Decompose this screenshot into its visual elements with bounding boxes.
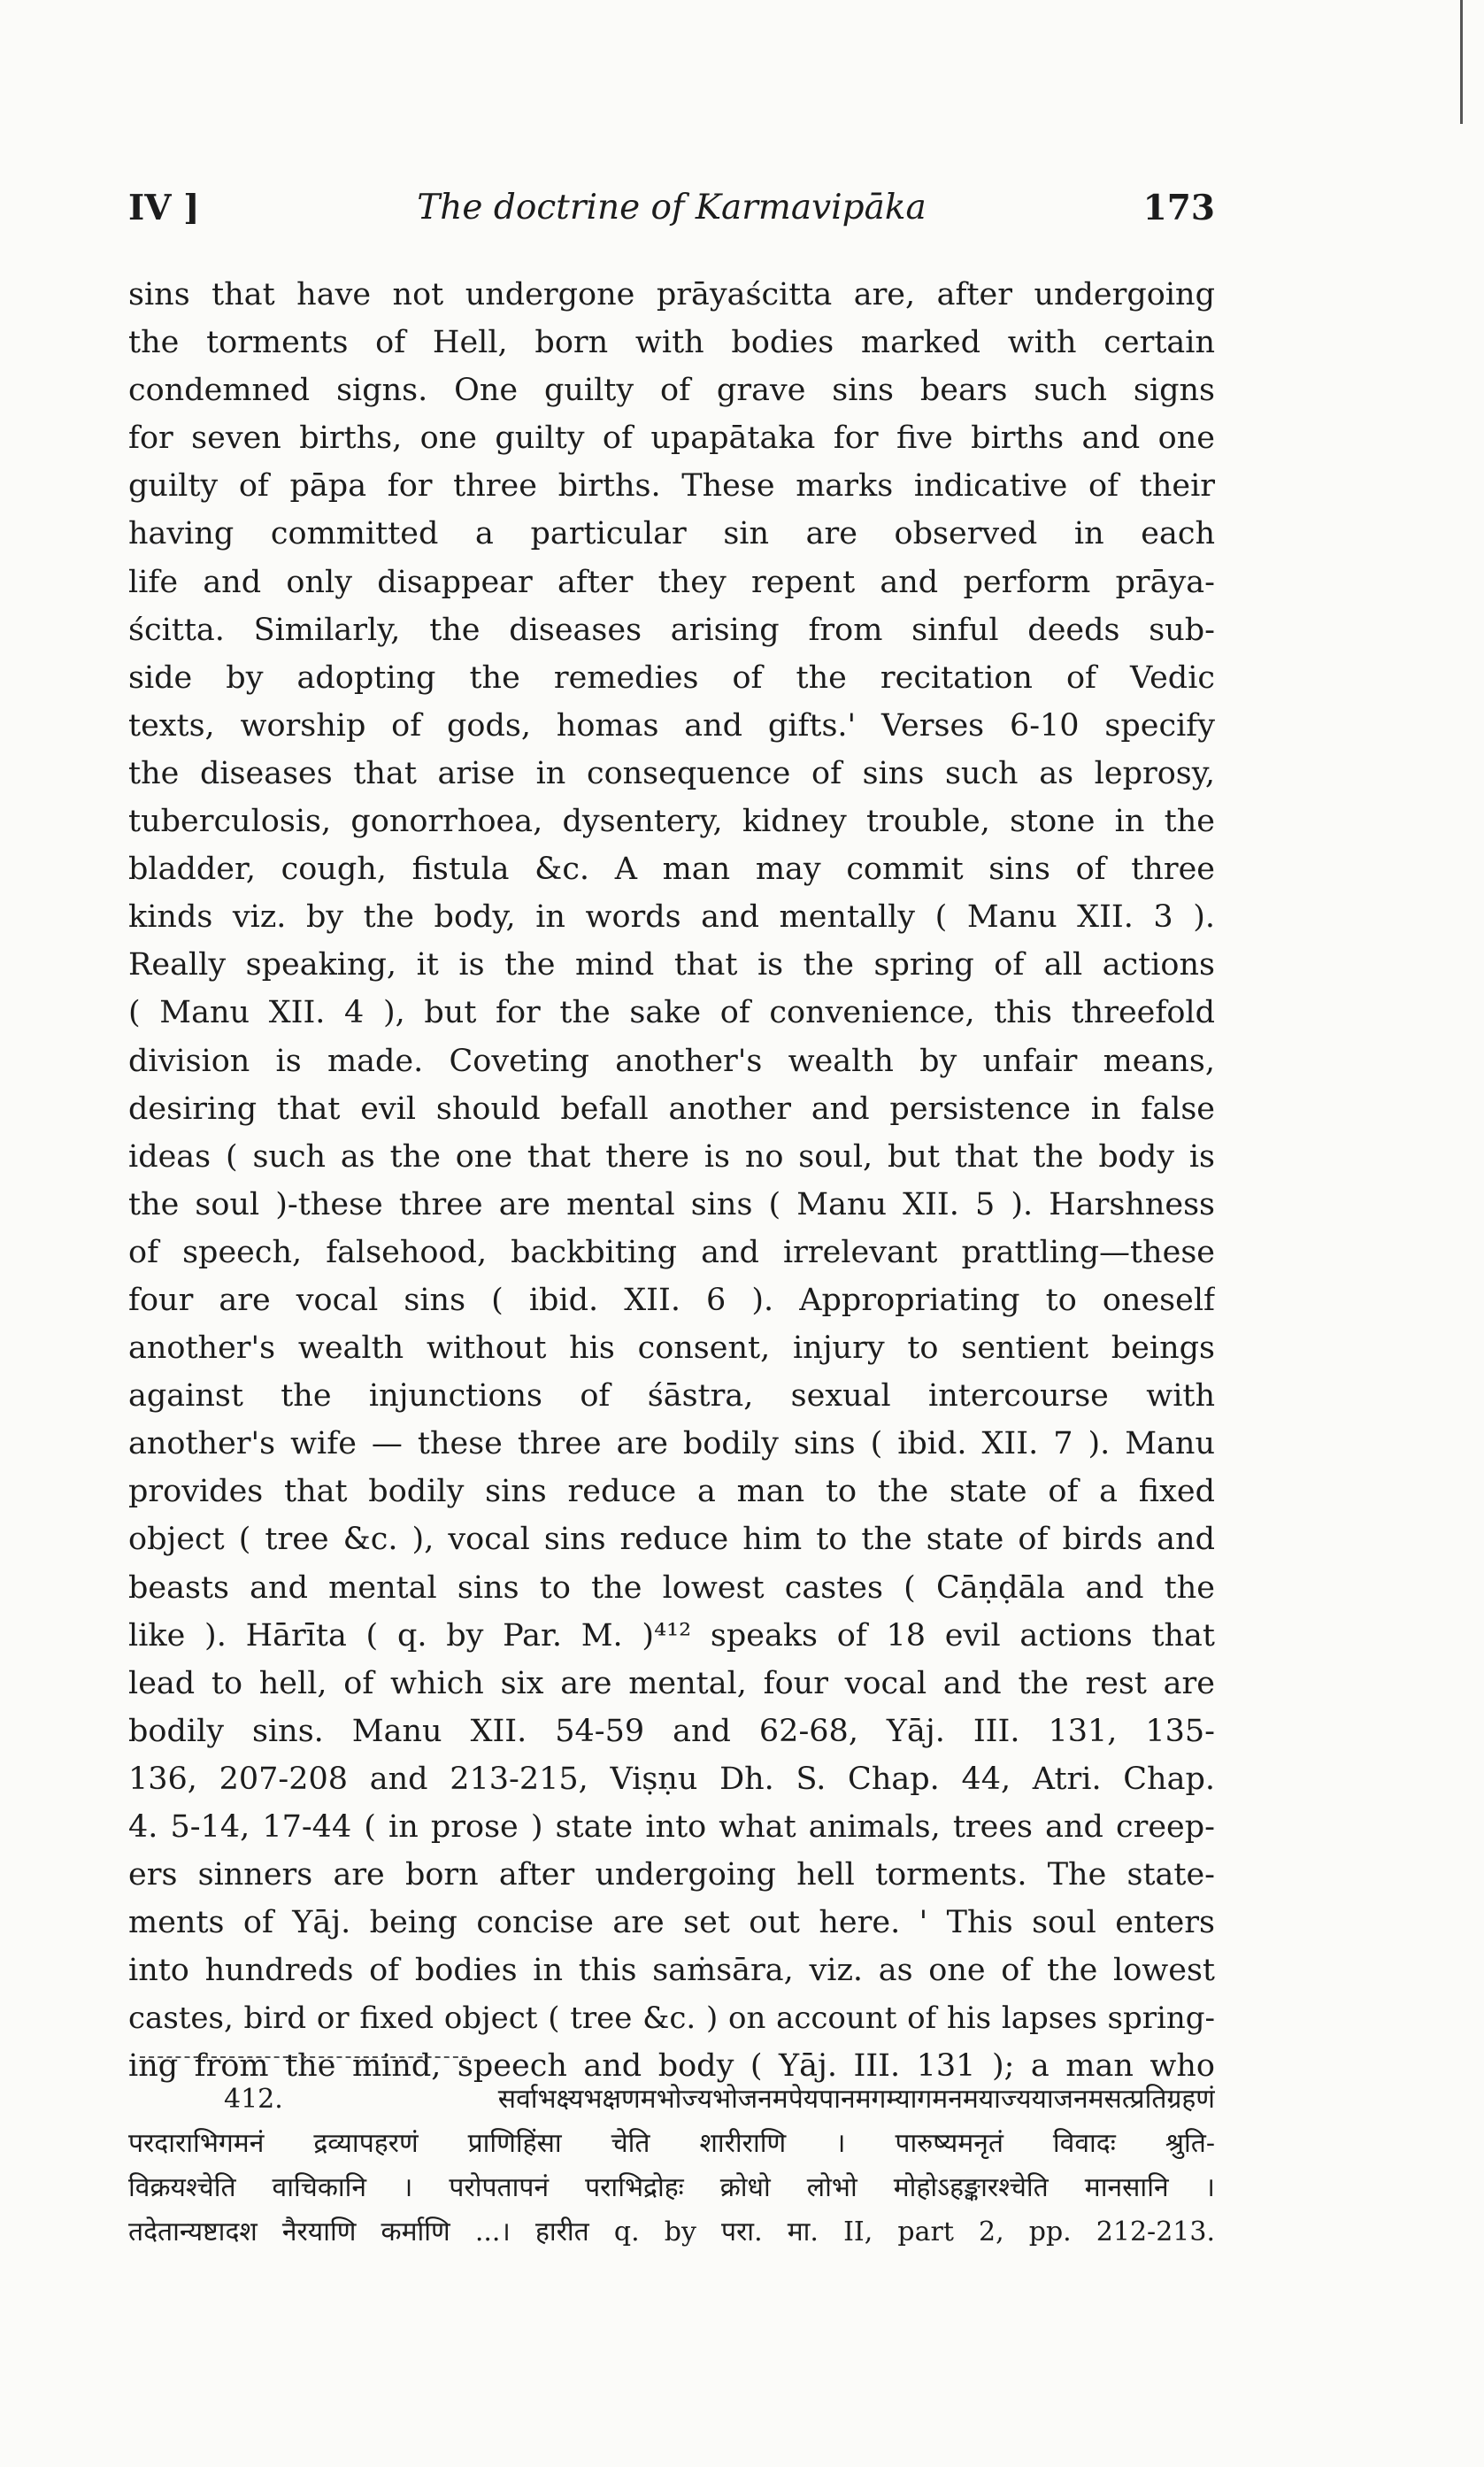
text-line: guilty of pāpa for three births. These marks indicative of their — [128, 468, 1215, 505]
text-line: another's wife — these three are bodily sins ( ibid. XII. 7 ). Manu — [128, 1426, 1215, 1462]
text-line: texts, worship of gods, homas and gifts.' Verses 6-10 specify — [128, 707, 1215, 744]
text-line: provides that bodily sins reduce a man to the state of a fixed — [128, 1474, 1215, 1510]
text-line: Really speaking, it is the mind that is the spring of all actions — [128, 947, 1215, 983]
text-line: ideas ( such as the one that there is no soul, but that the body is — [128, 1138, 1215, 1175]
text-line: the soul )-these three are mental sins ( Manu XII. 5 ). Harshness — [128, 1186, 1215, 1222]
text-line: for seven births, one guilty of upapātaka for five births and one — [128, 420, 1215, 457]
text-line: tuberculosis, gonorrhoea, dysentery, kidney trouble, stone in the — [128, 804, 1215, 840]
text-line: 4. 5-14, 17-44 ( in prose ) state into what animals, trees and creep- — [128, 1809, 1215, 1845]
text-line: castes, bird or fixed object ( tree &c. ) on account of his lapses spring- — [128, 2001, 1215, 2037]
text-line: into hundreds of bodies in this saṁsāra, viz. as one of the lowest — [128, 1953, 1215, 1989]
text-line: ments of Yāj. being concise are set out here. ' This soul enters — [128, 1905, 1215, 1941]
text-line: ( Manu XII. 4 ), but for the sake of convenience, this threefold — [128, 995, 1215, 1031]
text-line: object ( tree &c. ), vocal sins reduce him to the state of birds and — [128, 1522, 1215, 1558]
running-header — [128, 188, 1215, 232]
text-line: beasts and mental sins to the lowest castes ( Cāṇḍāla and the — [128, 1569, 1215, 1606]
text-line: 136, 207-208 and 213-215, Viṣṇu Dh. S. Chap. 44, Atri. Chap. — [128, 1761, 1215, 1797]
text-line: four are vocal sins ( ibid. XII. 6 ). Appropriating to oneself — [128, 1282, 1215, 1318]
text-line: division is made. Coveting another's wealth by unfair means, — [128, 1043, 1215, 1079]
footnote-line: तदेतान्यष्टादश नैरयाणि कर्माणि ...। हारीत q. by परा. मा. II, part 2, pp. 212-213. — [128, 2216, 1215, 2247]
text-line: like ). Hārīta ( q. by Par. M. )⁴¹² speaks of 18 evil actions that — [128, 1617, 1215, 1654]
text-line: having committed a particular sin are observed in each — [128, 516, 1215, 552]
text-line: ing from the mind, speech and body ( Yāj. III. 131 ); a man who — [128, 2048, 1215, 2085]
running-title: The doctrine of Karmavipāka — [417, 188, 927, 227]
text-line: side by adopting the remedies of the recitation of Vedic — [128, 659, 1215, 696]
body-text — [128, 271, 1215, 2091]
text-line: condemned signs. One guilty of grave sins bears such signs — [128, 373, 1215, 409]
page-edge-rule — [1460, 0, 1463, 124]
footnote-separator — [140, 2056, 467, 2058]
text-line: ers sinners are born after undergoing hell torments. The state- — [128, 1857, 1215, 1893]
chapter-marker: IV ] — [128, 188, 200, 228]
text-line: against the injunctions of śāstra, sexual intercourse with — [128, 1378, 1215, 1415]
text-line: life and only disappear after they repent and perform prāya- — [128, 564, 1215, 600]
text-line: of speech, falsehood, backbiting and irrelevant prattling—these — [128, 1234, 1215, 1270]
text-line: ścitta. Similarly, the diseases arising from sinful deeds sub- — [128, 612, 1215, 648]
footnote — [128, 2078, 1215, 2255]
text-line: lead to hell, of which six are mental, four vocal and the rest are — [128, 1665, 1215, 1701]
text-line: bodily sins. Manu XII. 54-59 and 62-68, Yāj. III. 131, 135- — [128, 1713, 1215, 1749]
text-line: desiring that evil should befall another and persistence in false — [128, 1091, 1215, 1127]
text-line: sins that have not undergone prāyaścitta are, after undergoing — [128, 277, 1215, 312]
page-number: 173 — [1142, 188, 1215, 228]
footnote-line: परदाराभिगमनं द्रव्यापहरणं प्राणिहिंसा चेति शारीराणि । पारुष्यमनृतं विवादः श्रुति- — [128, 2128, 1215, 2159]
footnote-line: 412. सर्वाभक्ष्यभक्षणमभोज्यभोजनमपेयपानमगम्यागमनमयाज्ययाजनमसत्प्रतिग्रहणं — [224, 2084, 1215, 2115]
text-line: kinds viz. by the body, in words and mentally ( Manu XII. 3 ). — [128, 899, 1215, 936]
text-line: the diseases that arise in consequence of sins such as leprosy, — [128, 755, 1215, 791]
text-line: the torments of Hell, born with bodies marked with certain — [128, 325, 1215, 361]
footnote-line: विक्रयश्चेति वाचिकानि । परोपतापनं पराभिद्रोहः क्रोधो लोभो मोहोऽहङ्कारश्चेति मानसानि । — [128, 2172, 1215, 2203]
text-line: another's wealth without his consent, injury to sentient beings — [128, 1330, 1215, 1367]
text-line: bladder, cough, fistula &c. A man may commit sins of three — [128, 852, 1215, 888]
